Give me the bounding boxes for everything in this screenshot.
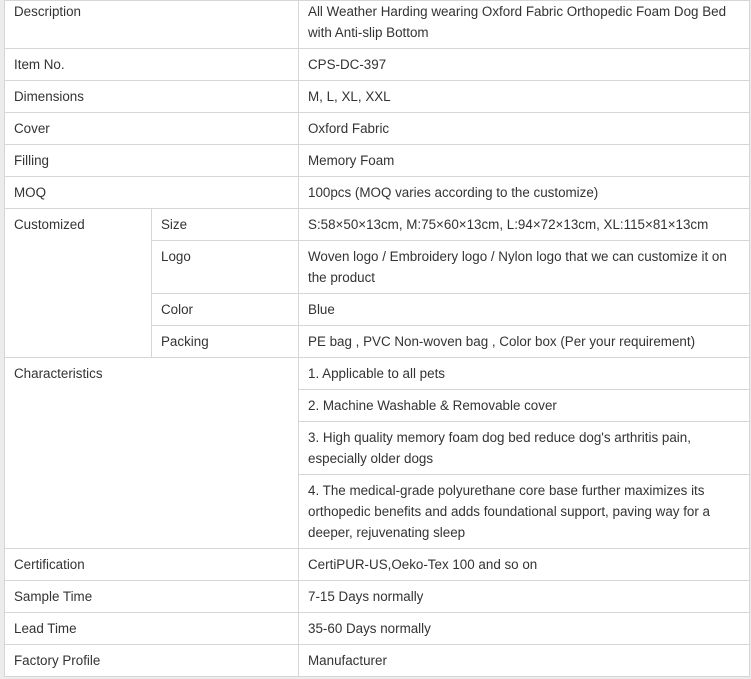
- row-value: Woven logo / Embroidery logo / Nylon logo that we can customize it on the product: [299, 241, 750, 294]
- table-row-characteristics-1: [5, 358, 750, 390]
- row-value: Oxford Fabric: [299, 113, 750, 145]
- row-label-characteristics: Characteristics: [5, 358, 299, 549]
- sub-label: Size: [152, 209, 299, 241]
- table-row-dimensions: [5, 81, 750, 113]
- row-label: Item No.: [5, 49, 299, 81]
- row-value: CertiPUR-US,Oeko-Tex 100 and so on: [299, 549, 750, 581]
- table-row-lead-time: [5, 613, 750, 645]
- characteristic-item: 2. Machine Washable & Removable cover: [299, 390, 750, 422]
- sub-label: Packing: [152, 326, 299, 358]
- row-value: 35-60 Days normally: [299, 613, 750, 645]
- row-value: Memory Foam: [299, 145, 750, 177]
- table-row-factory-profile: [5, 645, 750, 677]
- row-label-customized: Customized: [5, 209, 152, 358]
- row-label: Dimensions: [5, 81, 299, 113]
- sub-label: Logo: [152, 241, 299, 294]
- row-label: Sample Time: [5, 581, 299, 613]
- characteristic-item: 1. Applicable to all pets: [299, 358, 750, 390]
- row-value: PE bag , PVC Non-woven bag , Color box (Per your requirement): [299, 326, 750, 358]
- table-row-description: [5, 1, 750, 49]
- row-value: 7-15 Days normally: [299, 581, 750, 613]
- row-value: Manufacturer: [299, 645, 750, 677]
- table-row-sample-time: [5, 581, 750, 613]
- table-row-cover: [5, 113, 750, 145]
- row-label: Lead Time: [5, 613, 299, 645]
- row-value: CPS-DC-397: [299, 49, 750, 81]
- row-value: All Weather Harding wearing Oxford Fabric Orthopedic Foam Dog Bed with Anti-slip Bottom: [299, 1, 750, 49]
- table-row-customized-size: [5, 209, 750, 241]
- row-label: Cover: [5, 113, 299, 145]
- table-row-item-no: [5, 49, 750, 81]
- row-value: S:58×50×13cm, M:75×60×13cm, L:94×72×13cm, XL:115×81×13cm: [299, 209, 750, 241]
- row-value: Blue: [299, 294, 750, 326]
- row-label: MOQ: [5, 177, 299, 209]
- row-value: 100pcs (MOQ varies according to the customize): [299, 177, 750, 209]
- row-label: Certification: [5, 549, 299, 581]
- sub-label: Color: [152, 294, 299, 326]
- table-row-moq: [5, 177, 750, 209]
- table-row-filling: [5, 145, 750, 177]
- row-label: Factory Profile: [5, 645, 299, 677]
- table-row-certification: [5, 549, 750, 581]
- row-value: M, L, XL, XXL: [299, 81, 750, 113]
- row-label: Filling: [5, 145, 299, 177]
- characteristic-item: 4. The medical-grade polyurethane core base further maximizes its orthopedic benefits and adds foundational support, paving way for a deeper, rejuvenating sleep: [299, 475, 750, 549]
- characteristic-item: 3. High quality memory foam dog bed reduce dog's arthritis pain, especially older dogs: [299, 422, 750, 475]
- product-spec-table: [4, 0, 750, 677]
- row-label: Description: [5, 1, 299, 49]
